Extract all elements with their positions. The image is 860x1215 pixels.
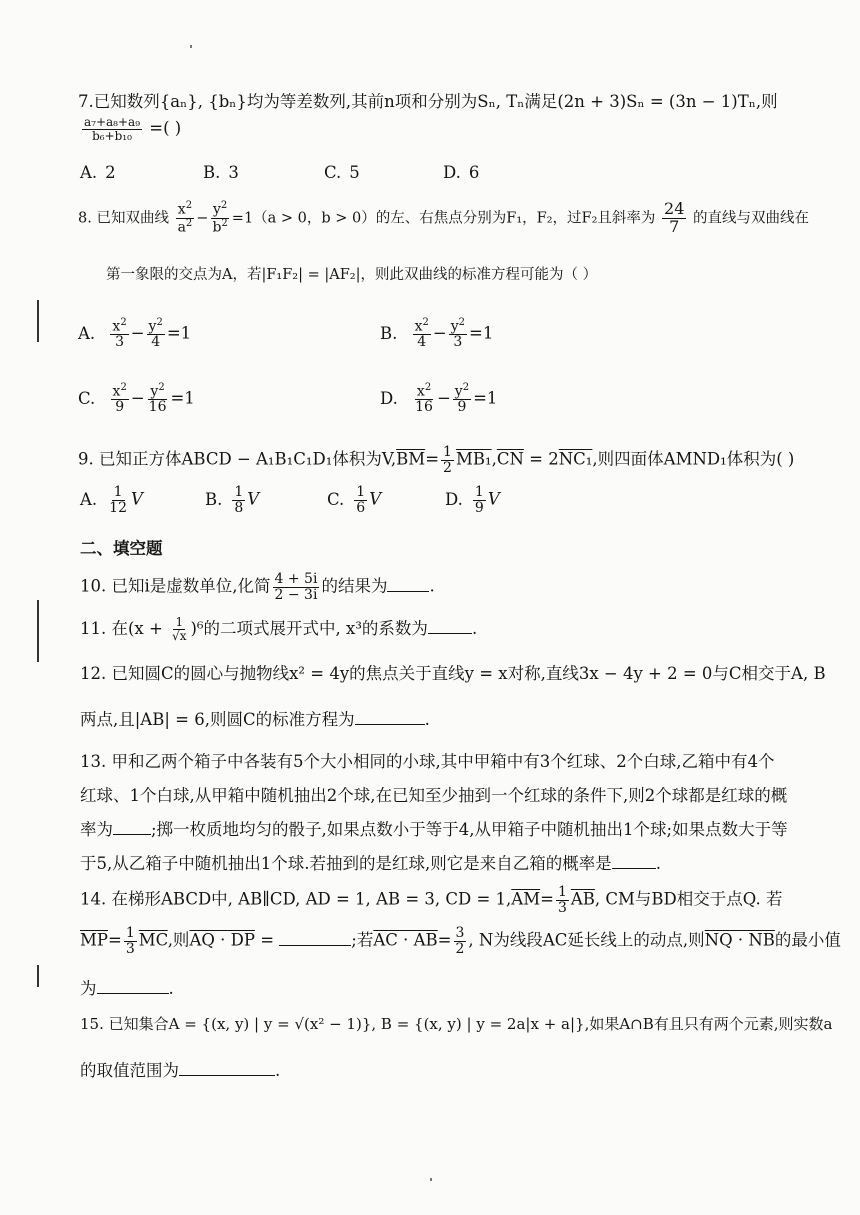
q13-stem-a: 13. 甲和乙两个箱子中各装有5个大小相同的小球,其中甲箱中有3个红球、2个白球,乙箱中有4个 [80, 752, 775, 771]
answer-blank[interactable] [387, 577, 429, 592]
option-b-denom: 9 [457, 399, 467, 416]
q12-stem-b: 两点,且|AB| = 6,则圆C的标准方程为 [80, 710, 355, 729]
q8-option-c: C. $\frac{x^2}{9}$ − $\frac{y^2}{16}$ =1 [78, 382, 195, 416]
q15-stem-b: 的取值范围为 [80, 1061, 179, 1080]
option-label: C. [324, 163, 342, 182]
q13-stem-b: 红球、1个白球,从甲箱中随机抽出2个球,在已知至少抽到一个红球的条件下,则2个球都是红球的概 [80, 786, 788, 805]
answer-blank[interactable] [97, 979, 169, 994]
option-denom: 6 [356, 499, 366, 516]
option-label: B. [205, 489, 223, 509]
q12-line1 [80, 660, 826, 684]
q10-den: 2 − 3i [274, 586, 318, 603]
q13-line3 [80, 816, 788, 840]
q14-line1: 14. 在梯形ABCD中, AB∥CD, AD = 1, AB = 3, CD = $1,\overline{AM}=$ $\frac{1}{3}$ $\overline{AB}$, CM与BD相交于点Q. 若 [80, 884, 783, 916]
option-denom: 8 [234, 499, 244, 516]
q9-option-a: A. $\frac{1}{12}$ V [80, 484, 143, 516]
q15-line2: 的取值范围为 . [80, 1061, 281, 1080]
q14-stem-d: ;若 [351, 930, 374, 950]
q9-line1: 9. 已知正方体ABCD − A₁B₁C₁D₁体积为$V,\overline{BM}=$ $\frac{1}{2}$ $MB_1,\overline{CN} = 2NC_1$,则四面体AMND₁体积为( ) [78, 444, 795, 476]
q14-vector-ab: $\overline{AB}$ [570, 889, 595, 909]
q14-line2: $\overline{MP}=$ $\frac{1}{3}$ $\overline{MC}$,则AQ · DP = ;若AC · AB= $\frac{3}{2}$ , N为线段AC延长线上的动点,则NQ · NB的最小值 [80, 925, 841, 957]
answer-blank[interactable] [428, 619, 472, 634]
q14-stem-b: , CM与BD相交于点Q. 若 [594, 889, 783, 909]
q7-option-b [203, 163, 239, 182]
q7-option-d [443, 163, 479, 182]
q7-stem: 已知数列{aₙ}, {bₙ}均为等差数列,其前n项和分别为Sₙ, Tₙ满足(2n + 3)Sₙ = (3n − 1)Tₙ,则 [93, 92, 778, 111]
q8-option-d: D. $\frac{x^2}{16}$ − $\frac{y^2}{9}$ =1 [380, 382, 498, 416]
q9-vector-cn: $\overline{CN}$ [496, 449, 524, 469]
q15-line1 [80, 1013, 832, 1034]
option-text: 5 [349, 163, 360, 182]
q8-option-b: B. $\frac{x^2}{4}$ − $\frac{y^2}{3}$ =1 [380, 317, 494, 351]
q8-stem-b: （a > 0，b > 0）的左、右焦点分别为F₁，F₂，过F₂且斜率为 [253, 210, 656, 227]
option-label: A. [80, 163, 98, 182]
q8-stem-d: 第一象限的交点为A，若|F₁F₂| = |AF₂|，则此双曲线的标准方程可能为（ ） [106, 267, 598, 283]
q11-stem-a: 11. 在(x + [80, 619, 169, 638]
q8-stem-a: 已知双曲线 [96, 210, 169, 227]
q13-line4: 于5,从乙箱子中随机抽出1个球.若抽到的是红球,则它是来自乙箱的概率是 . [80, 854, 661, 873]
option-label: A. [80, 489, 98, 509]
section-heading: 二、填空题 [80, 539, 163, 558]
option-label: D. [443, 163, 461, 182]
option-label: B. [380, 323, 398, 343]
q9-vector-mb1: MB₁ [455, 449, 492, 469]
q7-tail: =( ) [149, 118, 182, 138]
q14-stem-a: 14. 在梯形ABCD中, AB∥CD, AD = 1, AB = 3, CD = 1, [80, 889, 512, 909]
q8-line1: 8. 已知双曲线 $\frac{x^2}{a^2}$ − $\frac{y^2}{b^2}$ =1（a > 0，b > 0）的左、右焦点分别为F₁，F₂，过F₂且斜率为 $\frac{24}{7}$ 的直线与双曲线在 [78, 199, 809, 236]
q8-slope [662, 201, 686, 236]
q8-y-frac: $\frac{y^2}{b^2}$ [212, 200, 228, 236]
option-text: 3 [228, 163, 239, 182]
q14-vector-mc: $\overline{MC}$ [138, 930, 168, 950]
option-label: C. [78, 388, 96, 408]
q14-line3: 为 . [80, 979, 174, 998]
answer-blank[interactable] [179, 1061, 275, 1076]
option-a-denom: 16 [415, 399, 433, 416]
q8-line2 [106, 263, 597, 284]
q7-fraction [82, 116, 142, 142]
option-label: A. [78, 323, 96, 343]
q8-option-a: A. $\frac{x^2}{3}$ − $\frac{y^2}{4}$ =1 [78, 317, 192, 351]
q8-slope-num: 24 [664, 199, 685, 218]
q12-line2: 两点,且|AB| = 6,则圆C的标准方程为 . [80, 710, 430, 729]
option-b-denom: 16 [148, 399, 167, 416]
q7-frac-den: b₆+b₁₀ [92, 128, 132, 143]
option-label: D. [380, 388, 398, 408]
q10-stem-b: 的结果为 [321, 576, 388, 596]
q14-stem-g: 为 [80, 979, 97, 998]
margin-mark [37, 300, 39, 342]
margin-mark [37, 600, 39, 662]
q9-number: 9. [78, 449, 94, 469]
q11: 11. 在(x + $\frac{1}{√x}$ )⁶的二项式展开式中, x³的系数为 . [80, 615, 478, 643]
answer-blank[interactable] [279, 931, 351, 946]
q14-vector-mp: $\overline{MP}$ [80, 930, 108, 950]
option-text: 6 [468, 163, 480, 182]
q13-stem-d: ;掷一枚质地均匀的骰子,如果点数小于等于4,从甲箱子中随机抽出1个球;如果点数大于等 [151, 820, 788, 839]
option-denom: 12 [109, 499, 127, 516]
option-label: C. [327, 489, 345, 509]
q11-stem-b: )⁶的二项式展开式中, x³的系数为 [190, 619, 428, 638]
scan-speck [430, 1178, 432, 1181]
q7-option-c [324, 163, 360, 182]
q9-stem: 已知正方体ABCD − A₁B₁C₁D₁体积为V, [99, 449, 397, 469]
q13-stem-e: 于5,从乙箱子中随机抽出1个球.若抽到的是红球,则它是来自乙箱的概率是 [80, 854, 612, 873]
q14-dot-nqnb: NQ · NB [704, 930, 775, 950]
q7-option-a [80, 163, 116, 182]
answer-blank[interactable] [355, 710, 425, 725]
q13-line1 [80, 748, 774, 772]
q14-stem-f: 的最小值 [774, 930, 841, 950]
option-b-denom: 4 [151, 334, 161, 351]
q14-dot-acab: AC · AB [373, 930, 438, 950]
option-text: 2 [105, 163, 116, 182]
option-denom: 9 [474, 499, 484, 516]
q9-vector-nc1: NC₁ [558, 449, 593, 469]
q14-stem-c: ,则 [167, 930, 190, 950]
q13-stem-c: 率为 [80, 820, 113, 839]
q7-number: 7. [78, 92, 94, 111]
q9-option-d: D. $\frac{1}{9}$ V [445, 484, 500, 516]
answer-blank[interactable] [612, 854, 656, 869]
q8-stem-c: 的直线与双曲线在 [692, 210, 809, 227]
q7-line1 [78, 88, 778, 112]
q15-stem-a: 15. 已知集合A = {(x, y) | y = √(x² − 1)}, B = {(x, y) | y = 2a|x + a|},如果A∩B有且只有两个元素,则实数a [80, 1015, 833, 1033]
q10-num: 4 + 5i [274, 571, 318, 587]
q14-stem-e: , N为线段AC延长线上的动点,则 [468, 930, 705, 950]
q8-x-frac: $\frac{x^2}{a^2}$ [177, 200, 193, 236]
q13-line2 [80, 782, 787, 806]
q7-line2 [80, 116, 181, 142]
scan-speck [190, 45, 192, 48]
option-a-denom: 9 [115, 399, 125, 416]
option-a-denom: 3 [115, 334, 125, 351]
option-label: D. [445, 489, 463, 509]
option-b-denom: 3 [453, 334, 463, 351]
q9-option-c: C. $\frac{1}{6}$ V [327, 484, 382, 516]
option-label: B. [203, 163, 221, 182]
q8-number: 8. [78, 210, 92, 227]
q9-vector-bm: $\overline{BM}$ [396, 449, 426, 469]
q10-stem-a: 10. 已知i是虚数单位,化简 [80, 576, 271, 596]
margin-mark [37, 965, 39, 987]
q8-slope-den: 7 [669, 216, 680, 236]
q14-vector-am: $\overline{AM}$ [511, 889, 541, 909]
q7-frac-num: a₇+a₈+a₉ [84, 115, 141, 129]
q12-stem-a: 12. 已知圆C的圆心与抛物线x² = 4y的焦点关于直线y = x对称,直线3x − 4y + 2 = 0与C相交于A, B [80, 664, 826, 683]
q9-option-b: B. $\frac{1}{8}$ V [205, 484, 260, 516]
q14-dot-aqdp: AQ · DP [189, 930, 255, 950]
q10: 10. 已知i是虚数单位,化简 $\frac{4 + 5i}{2 - 3i}$ 的结果为 . [80, 571, 435, 603]
option-a-denom: 4 [417, 334, 427, 351]
answer-blank[interactable] [113, 820, 151, 835]
q9-tail: ,则四面体AMND₁体积为( ) [592, 449, 795, 469]
